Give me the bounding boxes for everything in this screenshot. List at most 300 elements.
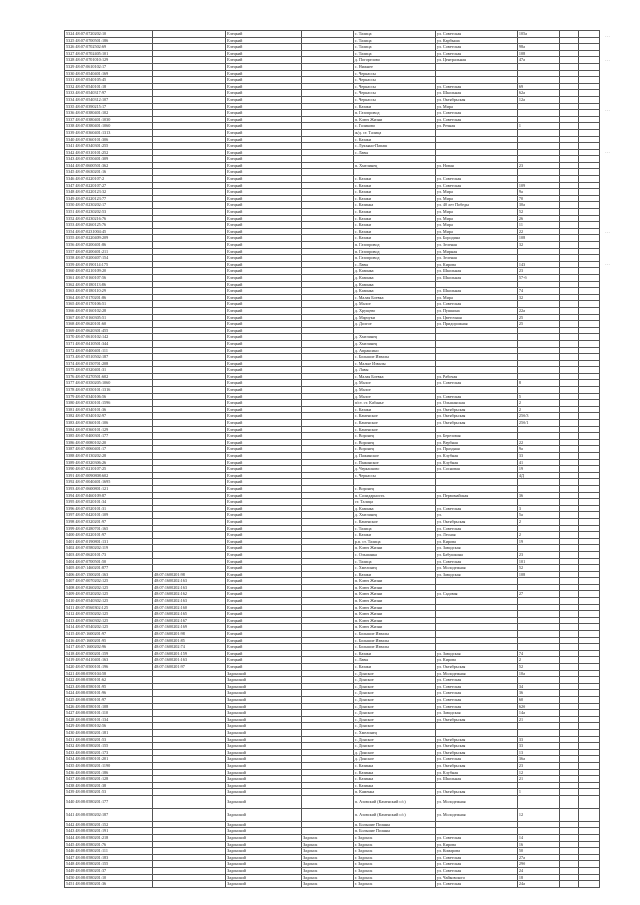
table-cell: 5425 48:08:0580101:97 [65, 696, 153, 703]
table-cell [560, 301, 578, 308]
table-row [65, 340, 600, 347]
table-cell: ул. Молодежная [435, 565, 517, 572]
table-cell: с. Черкассы [353, 70, 435, 77]
table-row [65, 420, 600, 427]
table-cell [560, 340, 578, 347]
table-cell [578, 77, 599, 84]
table-row [65, 776, 600, 783]
table-cell: г. Задонск [353, 861, 435, 868]
table-cell: Елецкий [226, 611, 302, 618]
table-cell [560, 584, 578, 591]
table-cell [517, 782, 560, 789]
table-row [65, 83, 600, 90]
table-cell: 108 [517, 50, 560, 57]
table-cell [560, 453, 578, 460]
table-cell: 36а [517, 756, 560, 763]
table-cell: Елецкий [226, 143, 302, 150]
table-cell [153, 848, 226, 855]
table-cell: 5396 48:07:0520101:31 [65, 505, 153, 512]
table-cell: 5382 48:07:0340102:97 [65, 413, 153, 420]
table-row [65, 123, 600, 130]
table-cell: Елецкий [226, 631, 302, 638]
table-cell: Елецкий [226, 505, 302, 512]
table-cell [578, 650, 599, 657]
table-cell: д. Хрущево [353, 307, 435, 314]
table-cell: 5357 48:07:0200401:211 [65, 248, 153, 255]
table-cell: Елецкий [226, 598, 302, 605]
table-cell: с. Казаки [353, 103, 435, 110]
table-cell: ул. Кирова [435, 261, 517, 268]
table-cell: 5325 48:07:0700501:186 [65, 37, 153, 44]
table-cell: ул. Школьная [435, 90, 517, 97]
table-cell: 5415 48:07:1600201:97 [65, 631, 153, 638]
table-row [65, 110, 600, 117]
table-cell [517, 149, 560, 156]
table-cell [578, 387, 599, 394]
table-cell [302, 664, 354, 671]
table-cell [302, 334, 354, 341]
table-cell: Елецкий [226, 637, 302, 644]
table-cell [560, 821, 578, 828]
table-cell [560, 307, 578, 314]
table-cell: Задонский [226, 848, 302, 855]
table-cell [153, 63, 226, 70]
table-cell [578, 136, 599, 143]
table-cell: 5385 48:07:0400301:177 [65, 433, 153, 440]
table-cell: 5443 48:08:0580201:191 [65, 828, 153, 835]
table-row [65, 261, 600, 268]
table-cell [153, 492, 226, 499]
table-cell: 5413 48:07:0560302:125 [65, 617, 153, 624]
table-cell: Елецкий [226, 202, 302, 209]
table-cell: 22а [517, 307, 560, 314]
table-cell [560, 261, 578, 268]
table-cell [302, 307, 354, 314]
table-cell [153, 70, 226, 77]
table-cell [435, 149, 517, 156]
table-row [65, 327, 600, 334]
table-cell [578, 116, 599, 123]
table-cell: 48:07:1600202:162 [153, 591, 226, 598]
table-cell: ул. Придорожная [435, 321, 517, 328]
table-cell: 5338 48:07:0380401:1060 [65, 123, 153, 130]
table-cell: 10а [517, 670, 560, 677]
table-cell: с. Нижнее [353, 63, 435, 70]
table-row [65, 835, 600, 842]
table-cell: ул. Мира [435, 103, 517, 110]
table-cell [560, 644, 578, 651]
table-cell: 23 [517, 762, 560, 769]
table-cell: 62б [517, 703, 560, 710]
table-cell [560, 420, 578, 427]
table-cell [435, 143, 517, 150]
table-cell: 48:07:1600201:85 [153, 637, 226, 644]
table-cell [560, 202, 578, 209]
table-cell: ул. Октябрьская [435, 413, 517, 420]
table-cell [560, 479, 578, 486]
table-cell [560, 631, 578, 638]
table-cell [517, 578, 560, 585]
table-cell: 19 [517, 466, 560, 473]
table-cell [578, 327, 599, 334]
table-cell: Елецкий [226, 571, 302, 578]
table-cell: 50 [517, 848, 560, 855]
table-cell [153, 209, 226, 216]
table-cell: Елецкий [226, 321, 302, 328]
table-cell [560, 650, 578, 657]
table-cell [302, 248, 354, 255]
table-cell [435, 617, 517, 624]
table-cell [578, 696, 599, 703]
table-row [65, 584, 600, 591]
table-row [65, 129, 600, 136]
table-row [65, 578, 600, 585]
table-cell: д. Хмелинец [353, 340, 435, 347]
table-cell: Задонский [226, 874, 302, 881]
table-cell: ул. Школьная [435, 776, 517, 783]
table-cell: с. Казаки [353, 182, 435, 189]
table-cell: Елецкий [226, 525, 302, 532]
table-cell: Задонский [226, 782, 302, 789]
table-cell: ул. Кирова [435, 538, 517, 545]
table-cell: 5384 48:07:0360101:129 [65, 426, 153, 433]
table-cell [578, 848, 599, 855]
table-row [65, 518, 600, 525]
table-cell: г. Задонск [353, 874, 435, 881]
table-row [65, 439, 600, 446]
table-cell [578, 354, 599, 361]
table-cell: 5402 48:07:0580202:119 [65, 545, 153, 552]
table-cell: ул. Цветочная [435, 314, 517, 321]
table-cell: Елецкий [226, 664, 302, 671]
table-cell: с. Лавы [353, 657, 435, 664]
table-cell: 60 [517, 696, 560, 703]
table-cell: Задонский [226, 789, 302, 796]
table-cell [153, 189, 226, 196]
table-cell: Елецкий [226, 387, 302, 394]
table-cell [578, 360, 599, 367]
table-cell: Елецкий [226, 50, 302, 57]
table-cell [302, 756, 354, 763]
table-cell [302, 558, 354, 565]
table-cell [153, 156, 226, 163]
table-cell: Елецкий [226, 116, 302, 123]
table-cell [302, 222, 354, 229]
table-cell: 24а [517, 881, 560, 888]
table-cell [578, 347, 599, 354]
table-cell [560, 854, 578, 861]
table-cell [578, 703, 599, 710]
table-cell: 1 [517, 123, 560, 130]
table-cell [578, 591, 599, 598]
table-cell [578, 123, 599, 130]
table-cell: 5393 48:07:0600801:121 [65, 485, 153, 492]
table-cell [153, 406, 226, 413]
table-cell [578, 215, 599, 222]
table-cell: 5445 48:08:0580201:76 [65, 841, 153, 848]
table-cell [153, 281, 226, 288]
table-cell: 5432 48:08:0580201:155 [65, 743, 153, 750]
table-cell: 5436 48:08:0580201:186 [65, 769, 153, 776]
table-cell: с. Воронец [353, 446, 435, 453]
table-cell: Елецкий [226, 123, 302, 130]
table-row [65, 182, 600, 189]
table-cell [302, 261, 354, 268]
table-cell [153, 50, 226, 57]
table-cell: Задонский [226, 703, 302, 710]
table-row [65, 222, 600, 229]
table-cell [153, 136, 226, 143]
table-cell: 5444 48:08:0580201:218 [65, 835, 153, 842]
table-cell: с. Казинка [353, 776, 435, 783]
table-cell [153, 420, 226, 427]
table-cell [560, 327, 578, 334]
table-cell: ул. Октябрьская [435, 96, 517, 103]
table-cell [153, 77, 226, 84]
table-cell [153, 373, 226, 380]
table-cell: 5411 48:07:0560302:125 [65, 604, 153, 611]
table-cell [302, 149, 354, 156]
table-cell [517, 176, 560, 183]
table-row [65, 143, 600, 150]
table-cell [435, 426, 517, 433]
table-cell [302, 453, 354, 460]
table-cell: с. Казинка [353, 782, 435, 789]
table-cell [578, 808, 599, 821]
table-row [65, 116, 600, 123]
table-cell: с. Большие Извалы [353, 644, 435, 651]
table-cell: 74 [517, 288, 560, 295]
table-cell: ул. Мира [435, 195, 517, 202]
table-cell [517, 347, 560, 354]
table-cell [517, 821, 560, 828]
table-row [65, 169, 600, 176]
table-cell [435, 360, 517, 367]
table-cell [302, 96, 354, 103]
table-cell [517, 611, 560, 618]
table-cell [560, 129, 578, 136]
table-cell: ул. Мирная [435, 248, 517, 255]
table-row [65, 176, 600, 183]
table-cell: ул. Кирова [435, 657, 517, 664]
table-cell: с. Хмелинец [353, 729, 435, 736]
table-cell [302, 129, 354, 136]
table-cell: Елецкий [226, 31, 302, 38]
table-cell: ул. Первомайская [435, 492, 517, 499]
table-cell [578, 624, 599, 631]
table-cell [560, 624, 578, 631]
table-cell: Елецкий [226, 479, 302, 486]
table-cell [302, 380, 354, 387]
table-row [65, 360, 600, 367]
table-cell: 5347 48:07:0220107:27 [65, 182, 153, 189]
table-cell: 5371 48:07:0410501:344 [65, 340, 153, 347]
table-cell: 48:07:1600202:163 [153, 578, 226, 585]
table-cell [578, 710, 599, 717]
table-cell [578, 776, 599, 783]
table-cell: с. Большие Извалы [353, 637, 435, 644]
table-cell [435, 821, 517, 828]
table-cell [560, 729, 578, 736]
table-cell [578, 749, 599, 756]
table-cell: 5348 48:07:0220123:32 [65, 189, 153, 196]
table-cell: ул. Советская [435, 756, 517, 763]
table-cell [560, 242, 578, 249]
table-cell: Елецкий [226, 551, 302, 558]
table-cell: 5449 48:08:0580201:37 [65, 868, 153, 875]
table-row [65, 321, 600, 328]
table-cell [560, 195, 578, 202]
table-cell [560, 835, 578, 842]
table-cell: ул. Центральная [435, 57, 517, 64]
table-cell [302, 795, 354, 808]
table-cell [578, 677, 599, 684]
table-cell [578, 63, 599, 70]
table-cell: Елецкий [226, 96, 302, 103]
table-cell [578, 736, 599, 743]
table-cell: п. Газопровод [353, 110, 435, 117]
table-cell: 11 [517, 222, 560, 229]
table-cell [302, 195, 354, 202]
table-cell [517, 143, 560, 150]
table-cell [153, 96, 226, 103]
table-cell: Елецкий [226, 70, 302, 77]
table-row [65, 782, 600, 789]
table-cell [560, 400, 578, 407]
table-cell [578, 485, 599, 492]
table-cell: с. Каменское [353, 426, 435, 433]
table-row [65, 710, 600, 717]
table-cell [560, 868, 578, 875]
table-cell [153, 400, 226, 407]
table-cell: с. Лавы [353, 261, 435, 268]
table-cell [517, 631, 560, 638]
table-cell: 5359 48:07:0190114:175 [65, 261, 153, 268]
table-row [65, 604, 600, 611]
table-cell: с. Каменское [353, 518, 435, 525]
table-row [65, 828, 600, 835]
table-cell [578, 664, 599, 671]
table-cell [153, 795, 226, 808]
table-cell [302, 743, 354, 750]
table-cell [560, 446, 578, 453]
table-cell: ул. Молодежная [435, 670, 517, 677]
table-cell: ул. Октябрьская [435, 406, 517, 413]
table-cell [153, 703, 226, 710]
table-cell: Задонский [226, 854, 302, 861]
table-cell [302, 327, 354, 334]
table-cell: 24 [517, 868, 560, 875]
table-cell [578, 472, 599, 479]
table-cell: 108 [517, 571, 560, 578]
table-cell [578, 96, 599, 103]
table-row [65, 703, 600, 710]
table-cell: ул. Сосновая [435, 466, 517, 473]
table-cell: с. Лукьяно-Папаш [353, 143, 435, 150]
table-cell: Елецкий [226, 426, 302, 433]
table-cell [578, 314, 599, 321]
registry-sheet [64, 30, 600, 888]
table-cell [560, 288, 578, 295]
table-cell [578, 426, 599, 433]
table-cell [517, 340, 560, 347]
table-cell: 5422 48:08:0580101:62 [65, 677, 153, 684]
table-cell: ул. Лесная [435, 532, 517, 539]
table-cell [153, 288, 226, 295]
table-cell [578, 228, 599, 235]
table-cell: п. Газопровод [353, 255, 435, 262]
table-row [65, 650, 600, 657]
table-cell [578, 446, 599, 453]
table-cell: 5430 48:08:0580201:181 [65, 729, 153, 736]
table-cell [578, 551, 599, 558]
table-cell: ул. Заводская [435, 710, 517, 717]
table-cell [560, 215, 578, 222]
table-cell: 21 [517, 776, 560, 783]
table-cell [435, 723, 517, 730]
table-cell [578, 57, 599, 64]
table-cell: п. Газопровод [353, 248, 435, 255]
table-cell [153, 861, 226, 868]
table-cell [578, 492, 599, 499]
table-cell [302, 400, 354, 407]
table-cell [560, 90, 578, 97]
table-cell: Елецкий [226, 347, 302, 354]
table-row [65, 255, 600, 262]
table-cell: д. Апраксино [353, 347, 435, 354]
table-cell: Елецкий [226, 288, 302, 295]
table-cell [302, 690, 354, 697]
table-cell: Елецкий [226, 90, 302, 97]
table-cell [560, 637, 578, 644]
table-cell: ул. Школьная [435, 268, 517, 275]
table-cell: 48:07:1600202:165 [153, 611, 226, 618]
table-cell: ул. Заводская [435, 545, 517, 552]
table-cell [517, 373, 560, 380]
table-cell: 5353 48:07:0260125:76 [65, 222, 153, 229]
table-cell [578, 769, 599, 776]
table-cell [302, 321, 354, 328]
table-row [65, 235, 600, 242]
table-cell: с. Донское [353, 723, 435, 730]
table-cell: 5394 48:07:0460109:87 [65, 492, 153, 499]
table-cell [578, 288, 599, 295]
table-row [65, 70, 600, 77]
table-cell [560, 426, 578, 433]
table-cell: 57-б [517, 274, 560, 281]
table-cell [153, 756, 226, 763]
table-cell: п. Ключ Жизни [353, 604, 435, 611]
table-cell: 5349 48:07:0220123:77 [65, 195, 153, 202]
table-cell [517, 63, 560, 70]
table-cell [578, 854, 599, 861]
table-row [65, 301, 600, 308]
table-cell [302, 657, 354, 664]
table-cell [435, 578, 517, 585]
table-cell: 5446 48:08:0580201:111 [65, 848, 153, 855]
table-cell [578, 433, 599, 440]
table-cell: Елецкий [226, 44, 302, 51]
table-cell [153, 485, 226, 492]
table-cell [153, 453, 226, 460]
table-cell: Задонский [226, 762, 302, 769]
table-cell: ул. Советская [435, 690, 517, 697]
table-cell [560, 44, 578, 51]
table-cell [153, 512, 226, 519]
table-cell [560, 347, 578, 354]
table-cell [578, 479, 599, 486]
table-cell [578, 505, 599, 512]
